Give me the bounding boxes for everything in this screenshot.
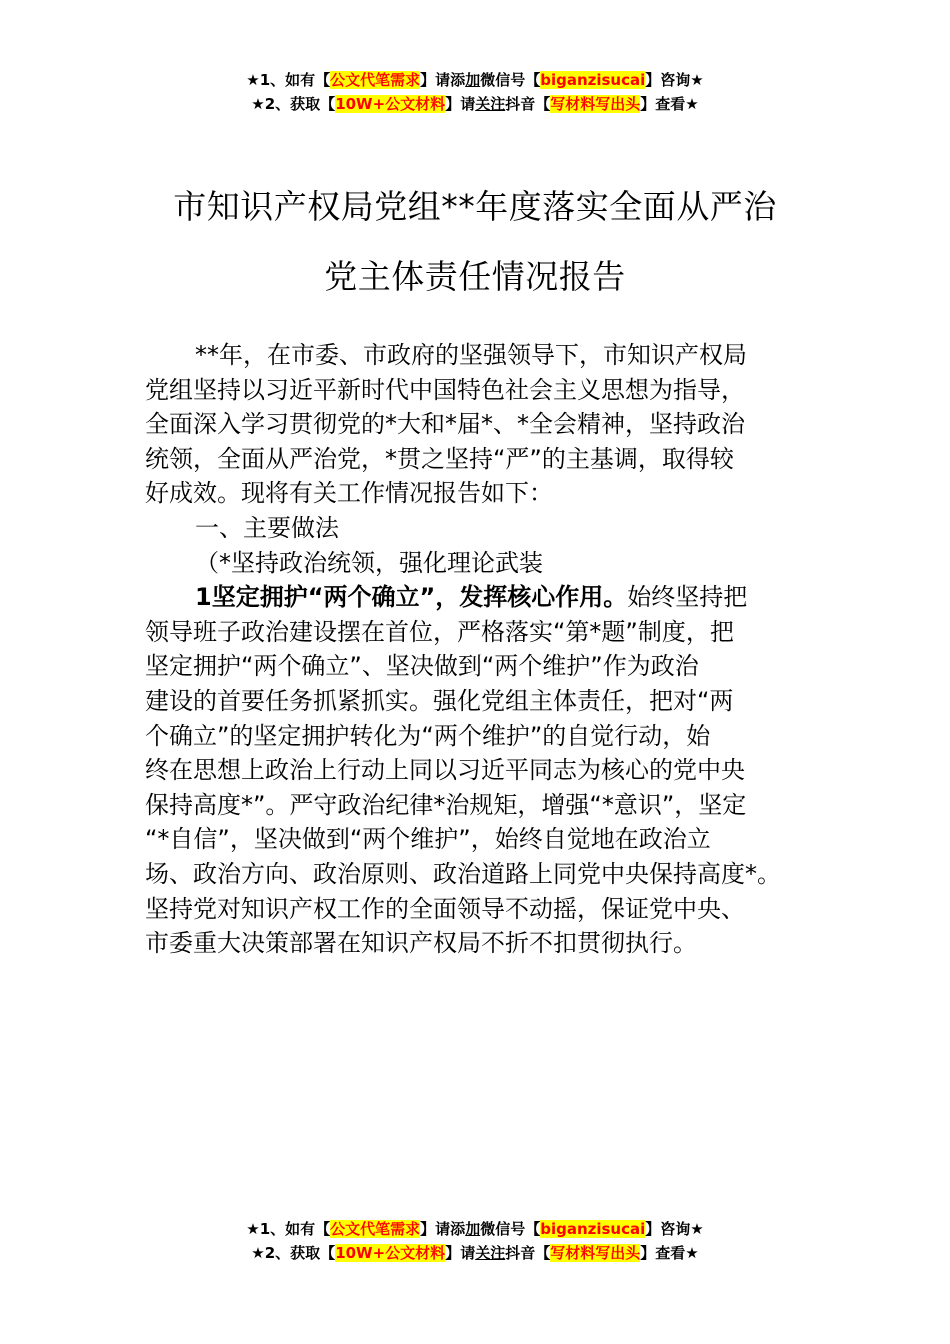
paragraph-line: 坚持党对知识产权工作的全面领导不动摇，保证党中央、 <box>145 894 745 923</box>
banner-text: 】查看★ <box>640 95 699 113</box>
title-line-2: 党主体责任情况报告 <box>324 257 626 296</box>
document-body <box>145 338 810 961</box>
banner-line-2 <box>0 1241 950 1265</box>
banner-underline-text: 加 <box>465 71 481 89</box>
document-title <box>140 172 810 312</box>
banner-text: ★1、如有【 <box>246 1220 331 1238</box>
point-text: 始终坚持把 <box>627 583 748 612</box>
paragraph-line: 市委重大决策部署在知识产权局不折不扣贯彻执行。 <box>145 929 697 958</box>
paragraph-line: 场、政治方向、政治原则、政治道路上同党中央保持高度*。 <box>145 859 781 888</box>
paragraph-line: 全面深入学习贯彻党的*大和*届*、*全会精神，坚持政治 <box>145 410 745 439</box>
banner-line-2 <box>0 92 950 116</box>
banner-highlight: 写材料写出头 <box>550 95 641 113</box>
paragraph-line <box>145 580 810 615</box>
banner-highlight: 10W+公文材料 <box>335 1244 446 1262</box>
banner-underline-text: 关注 <box>475 1244 506 1262</box>
paragraph-line: 领导班子政治建设摆在首位，严格落实“第*题”制度，把 <box>145 617 734 646</box>
banner-text: 微信号【 <box>480 71 541 89</box>
banner-underline-text: 关注 <box>475 95 506 113</box>
banner-text: ★2、获取【 <box>251 1244 336 1262</box>
banner-highlight: 写材料写出头 <box>550 1244 641 1262</box>
subsection-heading: （*坚持政治统领，强化理论武装 <box>195 548 543 577</box>
banner-text: 】请 <box>445 95 476 113</box>
banner-underline-text: 加 <box>465 1220 481 1238</box>
banner-line-1 <box>0 1217 950 1241</box>
paragraph-line: 终在思想上政治上行动上同以习近平同志为核心的党中央 <box>145 756 745 785</box>
banner-highlight: 公文代笔需求 <box>330 71 421 89</box>
banner-line-1 <box>0 68 950 92</box>
paragraph-line: “*自信”，坚决做到“两个维护”，始终自觉地在政治立 <box>145 825 711 854</box>
paragraph-line: 个确立”的坚定拥护转化为“两个维护”的自觉行动，始 <box>145 721 711 750</box>
banner-text: 】咨询★ <box>645 71 704 89</box>
banner-text: 抖音【 <box>505 95 551 113</box>
banner-text: 】请添 <box>420 1220 466 1238</box>
section-heading: 一、主要做法 <box>195 513 339 542</box>
banner-text: 微信号【 <box>480 1220 541 1238</box>
paragraph-line: 坚定拥护“两个确立”、坚决做到“两个维护”作为政治 <box>145 652 699 681</box>
footer-banner <box>0 1217 950 1265</box>
paragraph-line: 好成效。现将有关工作情况报告如下： <box>145 479 553 508</box>
paragraph-line: 建设的首要任务抓紧抓实。强化党组主体责任，把对“两 <box>145 686 734 715</box>
banner-text: 】请 <box>445 1244 476 1262</box>
banner-text: ★2、获取【 <box>251 95 336 113</box>
banner-text: 抖音【 <box>505 1244 551 1262</box>
banner-highlight: 10W+公文材料 <box>335 95 446 113</box>
header-banner <box>0 68 950 116</box>
banner-highlight: 公文代笔需求 <box>330 1220 421 1238</box>
point-heading: 1坚定拥护“两个确立”，发挥核心作用。 <box>195 583 628 612</box>
banner-text: 】咨询★ <box>645 1220 704 1238</box>
banner-text: 】查看★ <box>640 1244 699 1262</box>
paragraph-line: 党组坚持以习近平新时代中国特色社会主义思想为指导， <box>145 375 745 404</box>
banner-highlight: biganzisucai <box>540 1220 646 1238</box>
paragraph-line: 统领，全面从严治党，*贯之坚持“严”的主基调，取得较 <box>145 444 734 473</box>
paragraph-line: **年，在市委、市政府的坚强领导下，市知识产权局 <box>195 341 747 369</box>
banner-text: 】请添 <box>420 71 466 89</box>
banner-highlight: biganzisucai <box>540 71 646 89</box>
title-line-1: 市知识产权局党组**年度落实全面从严治 <box>173 187 777 226</box>
banner-text: ★1、如有【 <box>246 71 331 89</box>
paragraph-line: 保持高度*”。严守政治纪律*治规矩，增强“*意识”，坚定 <box>145 790 747 819</box>
